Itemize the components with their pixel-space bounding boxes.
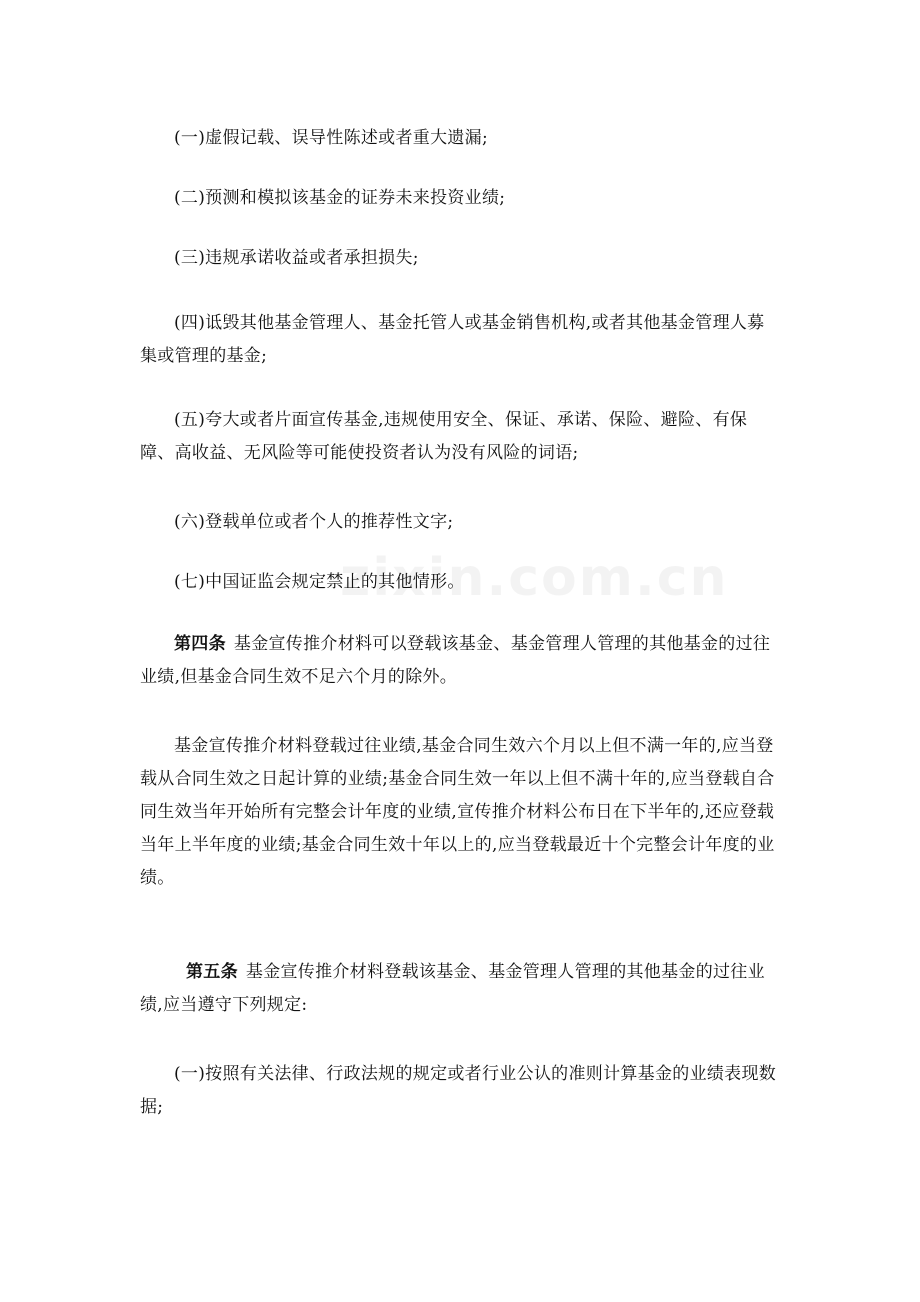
list-item-1: (一)虚假记载、误导性陈述或者重大遗漏; [174, 128, 488, 148]
list-item-7: (七)中国证监会规定禁止的其他情形。 [174, 572, 465, 592]
article-4-heading: 第四条 [174, 634, 226, 654]
list-item-3: (三)违规承诺收益或者承担损失; [174, 248, 419, 268]
list-item-4: (四)诋毁其他基金管理人、基金托管人或基金销售机构,或者其他基金管理人募集或管理的基金; [140, 313, 765, 366]
article-4-paragraph-2: 基金宣传推介材料登载过往业绩,基金合同生效六个月以上但不满一年的,应当登载从合同生效之日起计算的业绩;基金合同生效一年以上但不满十年的,应当登载自合同生效当年开始所有完整会计年度的业绩,宣传推介材料公布日在下半年的,还应登载当年上半年度的业绩;基金合同生效十年以上的,应当登载最近十个完整会计年度的业绩。 [140, 736, 775, 888]
article-5-heading: 第五条 [186, 962, 238, 982]
list-item-2: (二)预测和模拟该基金的证券未来投资业绩; [174, 188, 506, 208]
list-item-5: (五)夸大或者片面宣传基金,违规使用安全、保证、承诺、保险、避险、有保障、高收益、无风险等可能使投资者认为没有风险的词语; [140, 410, 748, 463]
list-item-6: (六)登载单位或者个人的推荐性文字; [174, 512, 454, 532]
article-5-text: 基金宣传推介材料登载该基金、基金管理人管理的其他基金的过往业绩,应当遵守下列规定: [140, 962, 765, 1015]
article-5-paragraph [140, 956, 780, 1022]
article-4-paragraph [140, 628, 780, 694]
article-5-item-1: (一)按照有关法律、行政法规的规定或者行业公认的准则计算基金的业绩表现数据; [140, 1064, 777, 1117]
article-4-text: 基金宣传推介材料可以登载该基金、基金管理人管理的其他基金的过往业绩,但基金合同生效不足六个月的除外。 [140, 634, 771, 687]
